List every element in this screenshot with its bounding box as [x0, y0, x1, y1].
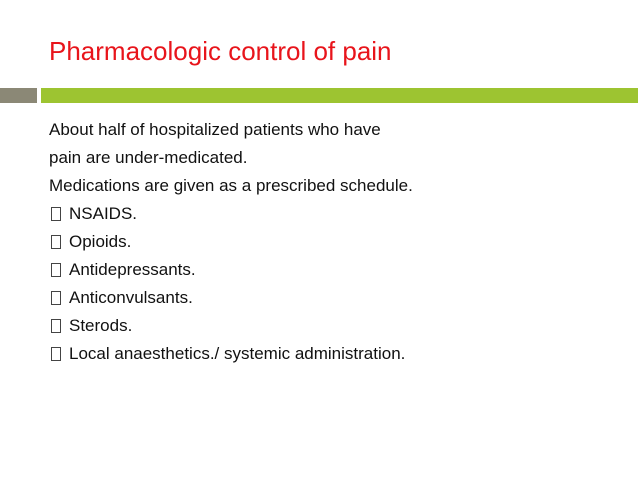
title-rule-left-segment — [0, 88, 37, 103]
bullet-item — [49, 340, 629, 368]
body-paragraph-line: About half of hospitalized patients who have — [49, 120, 381, 139]
bullet-item-label: Antidepressants. — [69, 260, 196, 279]
bullet-item-label: Anticonvulsants. — [69, 288, 193, 307]
bullet-item — [49, 228, 629, 256]
bullet-item — [49, 200, 629, 228]
bullet-item-label: Opioids. — [69, 232, 132, 251]
bullet-item-label: NSAIDS. — [69, 204, 138, 223]
title-rule-right-segment — [41, 88, 638, 103]
bullet-item-label: Sterods. — [69, 316, 133, 335]
body-paragraph-line: pain are under-medicated. — [49, 148, 248, 167]
missing-glyph-box-icon — [51, 235, 61, 249]
bullet-item — [49, 312, 629, 340]
missing-glyph-box-icon — [51, 347, 61, 361]
bullet-item — [49, 284, 629, 312]
missing-glyph-box-icon — [51, 319, 61, 333]
bullet-item — [49, 256, 629, 284]
body-paragraph-line: Medications are given as a prescribed schedule. — [49, 176, 413, 195]
missing-glyph-box-icon — [51, 263, 61, 277]
slide-body — [49, 116, 629, 368]
bullet-item-label: Local anaesthetics./ systemic administration. — [69, 344, 406, 363]
missing-glyph-box-icon — [51, 291, 61, 305]
missing-glyph-box-icon — [51, 207, 61, 221]
slide-title: Pharmacologic control of pain — [49, 36, 392, 66]
